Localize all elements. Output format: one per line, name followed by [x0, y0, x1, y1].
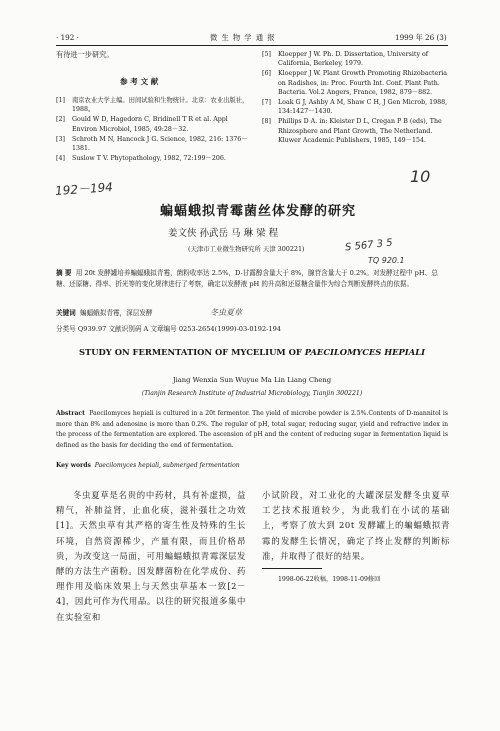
page-number: · 192 ·	[56, 33, 79, 42]
handwritten-mark: 10	[410, 167, 431, 186]
keywords-cn: 关键词 蝙蝠蛾拟青霉，深层发酵	[56, 309, 153, 317]
authors-en: Jiang Wenxia Sun Wuyue Ma Lin Liang Cheng	[172, 376, 332, 384]
reference-item: [5] Kloepper J W. Ph. D. Dissertation, University of California, Berkeley, 1979.	[262, 51, 429, 68]
reference-item: [8] Phillips D A. in: Kleister D L, Cregan P B (eds), The Rhizosphere and Plant Growth, The Netherland. Kluwer Academic Publishers, 1985, 149－154.	[262, 118, 442, 144]
handwritten-note: TQ 920.1	[368, 256, 405, 265]
abstract-en-label: Abstract	[56, 410, 85, 417]
reference-item: [1] 南京农业大学主编。田间试验和生物统计。北京：农业出版社，1988。	[56, 97, 249, 114]
abstract-en: Abstract Paecilomyces hepiali is cultured in a 20t fermentor. The yield of microbe powder is 2.5%.Contents of D-mannitol is more than 8% and adenosine is more than 0.2%. The regular of pH, total sugar, reducing sugar, yield and refractive index in the process of the fermentation are explored. The ascension of pH and the content of reducing sugar in fermentation liquid is defined as the basis for deciding the end of fermentation.	[56, 410, 448, 449]
references-left	[56, 96, 252, 163]
abstract-cn-label: 摘 要	[56, 269, 72, 277]
journal-name: 微 生 物 学 通 报	[210, 33, 276, 42]
footnote-rule	[262, 568, 322, 569]
reference-item: [7] Loak G J, Ashby A M, Shaw C H, J Gen Microb, 1988, 134:1427－1430.	[262, 99, 448, 116]
keywords-en: Key words Paecilomyces hepiali, submerged fermentation	[56, 462, 240, 469]
carryover-text: 有待进一步研究。	[56, 50, 114, 59]
abstract-cn: 摘 要 用 20t 发酵罐培养蝙蝠蛾拟青霉，菌粉收率达 2.5%，D-甘露醇含量大于 8%，腺苷含量大于 0.2%。对发酵过程中 pH、总糖、还原糖、得率、折光等的变化规律进行了考察，确定以发酵液 pH 的升高和还原糖含量作为综合判断发酵终点的依据。	[56, 269, 438, 289]
reference-item: [3] Schroth M N, Hancock J G. Science, 1982, 216: 1376－1381.	[56, 135, 248, 153]
classification-line: 分类号 Q939.97 文献识别码 A 文章编号 0253-2654(1999)-03-0192-194	[56, 325, 281, 333]
header-rule	[56, 45, 448, 46]
handwritten-note: S 567 3 5	[344, 237, 394, 254]
authors-cn: 姜文侠 孙武岳 马 琳 梁 程	[168, 228, 279, 239]
affiliation-en: (Tianjin Research Institute of Industrial Microbiology, Tianjin 300221)	[141, 390, 363, 397]
article-title-en: STUDY ON FERMENTATION OF MYCELIUM OF PAECILOMYCES HEPIALI	[78, 347, 426, 357]
handwritten-keyword-note: 冬虫夏草	[210, 308, 242, 317]
body-right-column: 小试阶段，对工业化的大罐深层发酵冬虫夏草工艺技术报道较少，为此我们在小试的基础上，考察了放大到 20t 发酵罐上的蝙蝠蛾拟青霉的发酵生长情况，确定了终止发酵的判断标准，并取得了很好的结果。	[262, 490, 450, 561]
issue-info: 1999 年 26 (3)	[395, 33, 447, 42]
references-heading: 参 考 文 献	[120, 77, 159, 86]
reference-item: [4] Suslow T V. Phytopathology, 1982, 72:199－206.	[56, 155, 226, 163]
handwritten-page-range: 192－194	[54, 179, 114, 198]
body-left-column: 冬虫夏草是名贵的中药材，具有补虚损，益精气，补肺益肾，止血化痰，滋补强壮之功效[1]。天然虫草有其严格的寄生性及特殊的生长环境，自然资源稀少，产量有限，而且价格昂贵，为改变这一局面，可用蝙蝠蛾拟青霉深层发酵的方法生产菌粉。因发酵菌粉在化学成份、药理作用及临床效果上与天然虫草基本一致[2－4]，因此可作为代用品。以往的研究报道多集中在实验室和	[56, 490, 246, 622]
article-title-cn: 蝙蝠蛾拟青霉菌丝体发酵的研究	[160, 204, 357, 219]
references-right	[262, 50, 450, 145]
reference-item: [6] Kloepper J W. Plant Growth Promoting Rhizobacteria on Radishes, in: Proc. Fourth Int. Conf. Plant Path. Bacteria. Vol.2 Angers, France, 1982, 879－882.	[262, 70, 448, 96]
received-date: 1998-06-22收稿，1998-11-09修回	[278, 576, 381, 583]
affiliation-cn: (天津市工业微生物研究所 天津 300221)	[188, 245, 305, 253]
reference-item: [2] Gould W D, Hagedorn C, Bridinell T R et al. Appl Environ Microbiol, 1985, 49:28－32.	[56, 116, 228, 133]
